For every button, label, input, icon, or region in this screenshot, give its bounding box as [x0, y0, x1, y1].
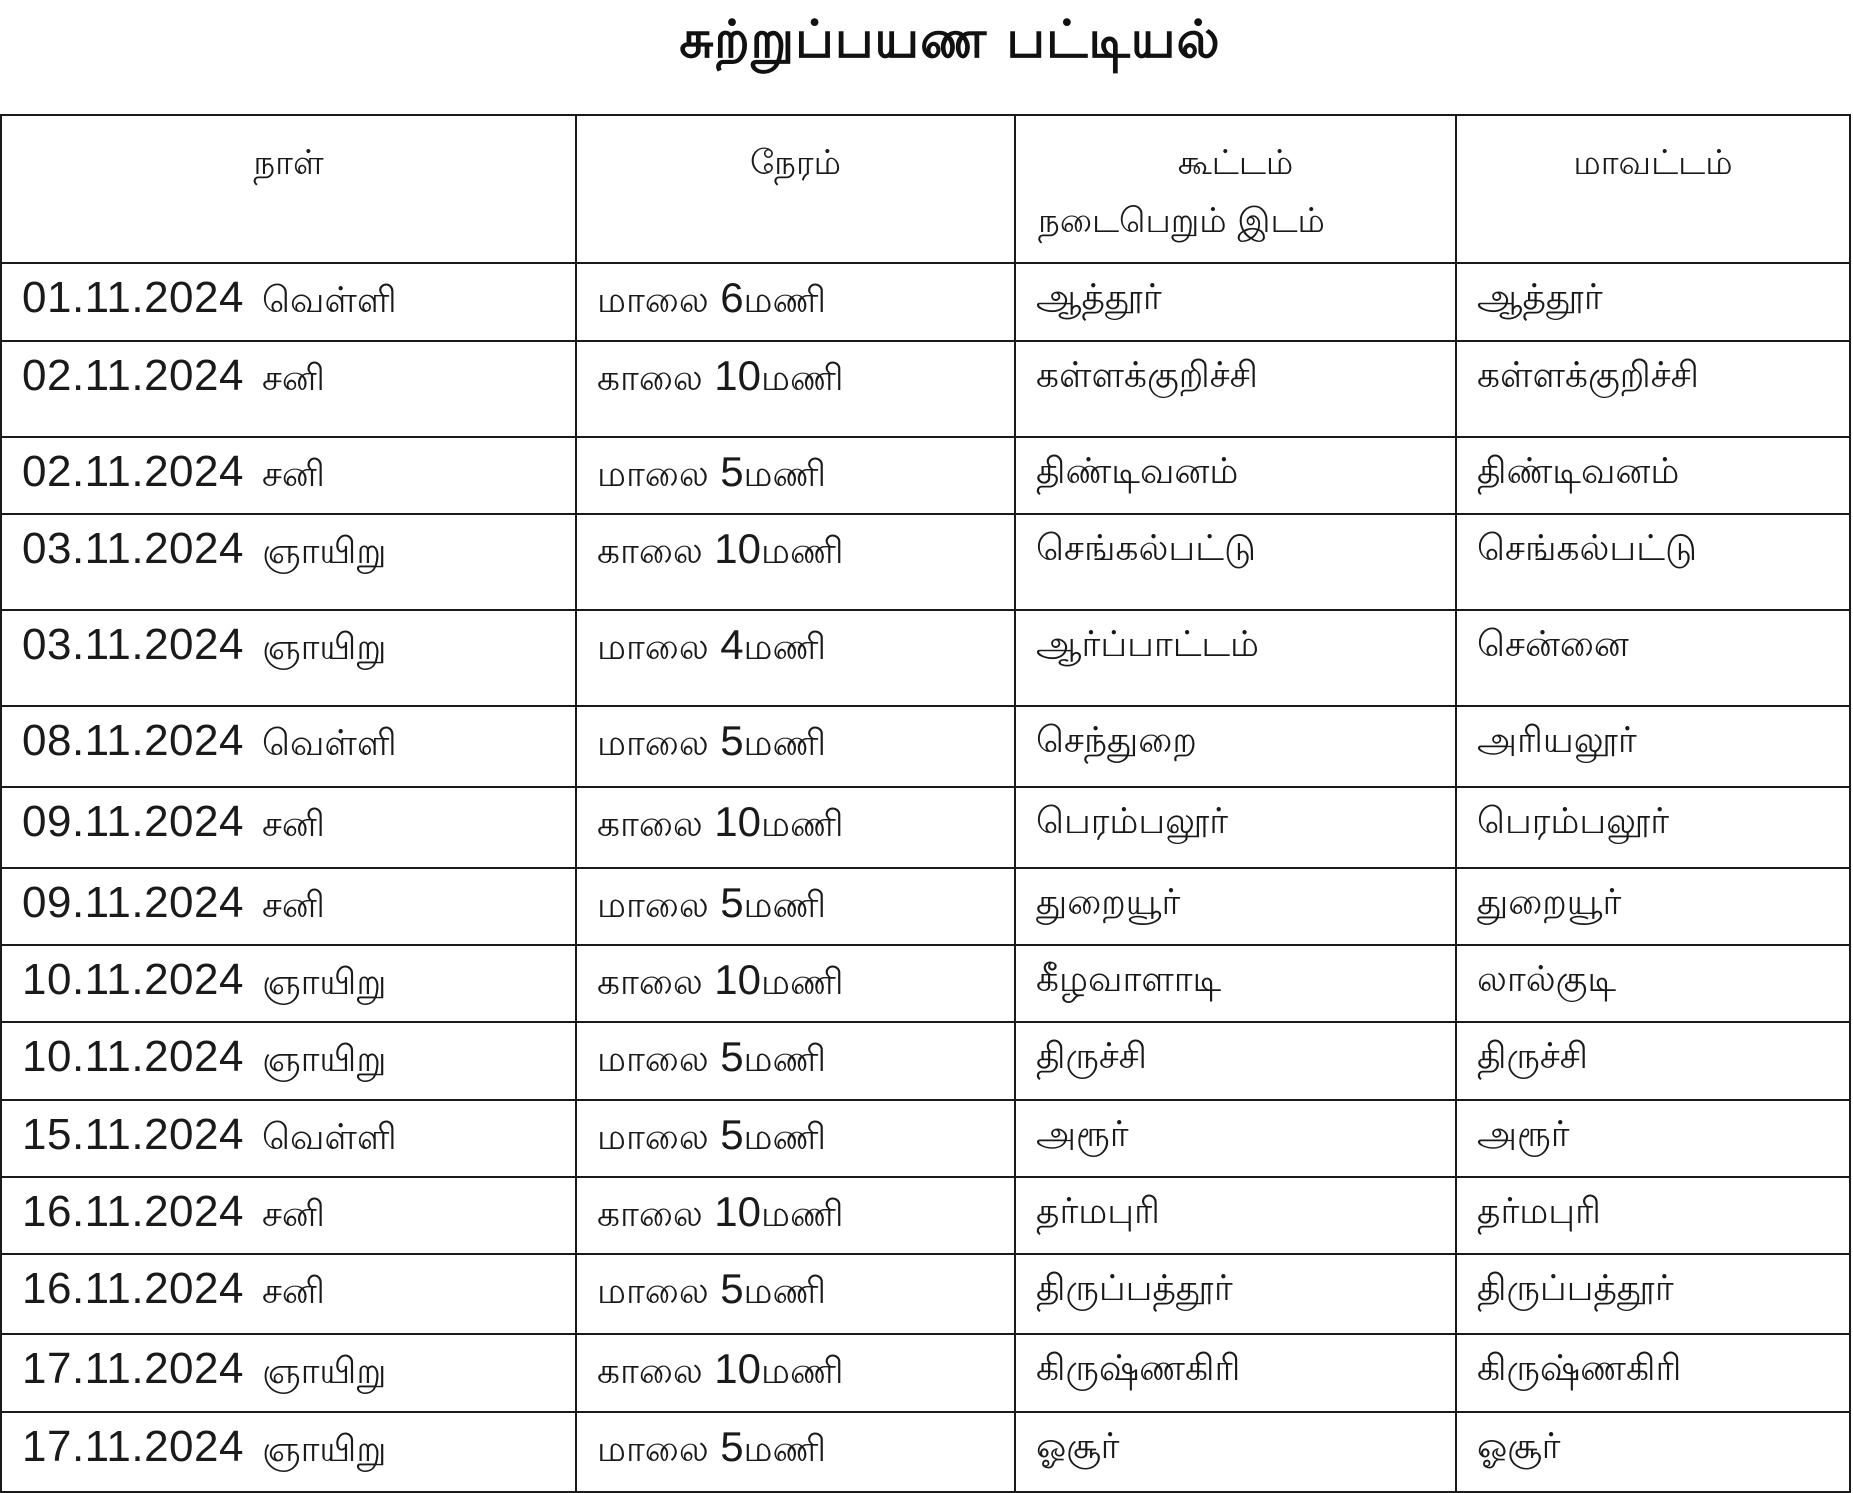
day-value: சனி: [261, 1194, 325, 1235]
time-cell: [576, 945, 1015, 1022]
time-suffix: மணி: [743, 723, 827, 764]
place-cell: பெரம்பலூர்: [1015, 787, 1456, 868]
time-number: 5: [720, 879, 744, 926]
place-cell: செந்துறை: [1015, 706, 1456, 787]
table-row: [1, 610, 1850, 706]
date-value: 03.11.2024: [22, 620, 244, 669]
date-value: 09.11.2024: [22, 878, 244, 927]
time-cell: [576, 1022, 1015, 1100]
time-cell: [576, 868, 1015, 945]
date-value: 01.11.2024: [22, 273, 244, 322]
date-cell: [1, 1334, 576, 1412]
table-row: [1, 514, 1850, 610]
table-row: [1, 1100, 1850, 1177]
date-cell: [1, 706, 576, 787]
district-cell: சென்னை: [1456, 610, 1850, 706]
time-cell: [576, 1254, 1015, 1334]
place-cell: தர்மபுரி: [1015, 1177, 1456, 1254]
time-suffix: மணி: [743, 1117, 827, 1158]
table-row: [1, 945, 1850, 1022]
time-cell: [576, 263, 1015, 341]
place-cell: திருப்பத்தூர்: [1015, 1254, 1456, 1334]
date-value: 17.11.2024: [22, 1422, 244, 1471]
table-row: [1, 1412, 1850, 1492]
date-value: 10.11.2024: [22, 955, 244, 1004]
day-value: சனி: [261, 358, 325, 399]
time-prefix: மாலை: [597, 454, 709, 495]
date-cell: [1, 341, 576, 437]
time-prefix: காலை: [597, 1351, 703, 1392]
date-value: 16.11.2024: [22, 1264, 244, 1313]
day-value: ஞாயிறு: [261, 962, 387, 1003]
time-number: 5: [720, 448, 744, 495]
date-cell: [1, 514, 576, 610]
day-value: ஞாயிறு: [261, 1351, 387, 1392]
date-cell: [1, 1412, 576, 1492]
time-cell: [576, 1412, 1015, 1492]
district-cell: பெரம்பலூர்: [1456, 787, 1850, 868]
header-place: [1015, 115, 1456, 263]
time-prefix: மாலை: [597, 627, 709, 668]
time-number: 5: [720, 1033, 744, 1080]
time-cell: [576, 1100, 1015, 1177]
time-cell: [576, 1334, 1015, 1412]
place-cell: திருச்சி: [1015, 1022, 1456, 1100]
date-value: 02.11.2024: [22, 351, 244, 400]
day-value: ஞாயிறு: [261, 531, 387, 572]
place-cell: திண்டிவனம்: [1015, 437, 1456, 514]
place-cell: ஆர்ப்பாட்டம்: [1015, 610, 1456, 706]
table-row: [1, 437, 1850, 514]
header-row: [1, 115, 1850, 263]
date-value: 16.11.2024: [22, 1187, 244, 1236]
date-cell: [1, 263, 576, 341]
header-district: மாவட்டம்: [1456, 115, 1850, 263]
table-row: [1, 1254, 1850, 1334]
date-cell: [1, 437, 576, 514]
date-cell: [1, 945, 576, 1022]
table-row: [1, 868, 1850, 945]
time-number: 4: [720, 621, 744, 668]
place-cell: கீழவாளாடி: [1015, 945, 1456, 1022]
day-value: சனி: [261, 804, 325, 845]
time-prefix: மாலை: [597, 1429, 709, 1470]
date-value: 02.11.2024: [22, 447, 244, 496]
time-suffix: மணி: [743, 885, 827, 926]
time-suffix: மணி: [760, 358, 844, 399]
day-value: ஞாயிறு: [261, 627, 387, 668]
place-cell: கள்ளக்குறிச்சி: [1015, 341, 1456, 437]
day-value: வெள்ளி: [261, 280, 397, 321]
district-cell: லால்குடி: [1456, 945, 1850, 1022]
time-cell: [576, 514, 1015, 610]
day-value: வெள்ளி: [261, 1117, 397, 1158]
time-suffix: மணி: [743, 1429, 827, 1470]
time-suffix: மணி: [760, 1351, 844, 1392]
date-value: 08.11.2024: [22, 716, 244, 765]
district-cell: தர்மபுரி: [1456, 1177, 1850, 1254]
time-number: 10: [714, 525, 761, 572]
district-cell: ஓசூர்: [1456, 1412, 1850, 1492]
time-suffix: மணி: [760, 531, 844, 572]
place-cell: துறையூர்: [1015, 868, 1456, 945]
date-value: 10.11.2024: [22, 1032, 244, 1081]
time-number: 5: [720, 1111, 744, 1158]
time-number: 5: [720, 717, 744, 764]
time-prefix: காலை: [597, 962, 703, 1003]
header-place-line2: நடைபெறும் இடம்: [1038, 201, 1325, 241]
date-value: 03.11.2024: [22, 524, 244, 573]
time-suffix: மணி: [743, 280, 827, 321]
district-cell: அரியலூர்: [1456, 706, 1850, 787]
time-cell: [576, 787, 1015, 868]
schedule-table: [0, 114, 1851, 1493]
district-cell: ஆத்தூர்: [1456, 263, 1850, 341]
date-value: 17.11.2024: [22, 1344, 244, 1393]
day-value: சனி: [261, 1271, 325, 1312]
time-suffix: மணி: [743, 1039, 827, 1080]
time-suffix: மணி: [743, 1271, 827, 1312]
time-suffix: மணி: [743, 627, 827, 668]
day-value: வெள்ளி: [261, 723, 397, 764]
time-number: 5: [720, 1423, 744, 1470]
time-prefix: மாலை: [597, 280, 709, 321]
time-cell: [576, 437, 1015, 514]
time-prefix: மாலை: [597, 1039, 709, 1080]
table-row: [1, 1177, 1850, 1254]
header-time: நேரம்: [576, 115, 1015, 263]
table-row: [1, 263, 1850, 341]
schedule-rows: [1, 263, 1850, 1492]
time-prefix: காலை: [597, 1194, 703, 1235]
table-row: [1, 1334, 1850, 1412]
time-cell: [576, 610, 1015, 706]
place-cell: கிருஷ்ணகிரி: [1015, 1334, 1456, 1412]
date-value: 15.11.2024: [22, 1110, 244, 1159]
table-row: [1, 706, 1850, 787]
time-cell: [576, 1177, 1015, 1254]
place-cell: செங்கல்பட்டு: [1015, 514, 1456, 610]
time-number: 10: [714, 956, 761, 1003]
header-date: நாள்: [1, 115, 576, 263]
time-prefix: காலை: [597, 531, 703, 572]
time-prefix: மாலை: [597, 1117, 709, 1158]
table-row: [1, 1022, 1850, 1100]
district-cell: கள்ளக்குறிச்சி: [1456, 341, 1850, 437]
date-cell: [1, 868, 576, 945]
time-prefix: காலை: [597, 804, 703, 845]
date-cell: [1, 1254, 576, 1334]
time-suffix: மணி: [743, 454, 827, 495]
place-cell: ஓசூர்: [1015, 1412, 1456, 1492]
date-cell: [1, 787, 576, 868]
time-cell: [576, 341, 1015, 437]
time-number: 10: [714, 352, 761, 399]
date-cell: [1, 1022, 576, 1100]
day-value: ஞாயிறு: [261, 1429, 387, 1470]
day-value: ஞாயிறு: [261, 1039, 387, 1080]
time-suffix: மணி: [760, 1194, 844, 1235]
time-prefix: மாலை: [597, 1271, 709, 1312]
place-cell: அரூர்: [1015, 1100, 1456, 1177]
time-cell: [576, 706, 1015, 787]
date-value: 09.11.2024: [22, 797, 244, 846]
date-cell: [1, 1100, 576, 1177]
time-number: 10: [714, 798, 761, 845]
district-cell: திண்டிவனம்: [1456, 437, 1850, 514]
district-cell: செங்கல்பட்டு: [1456, 514, 1850, 610]
date-cell: [1, 610, 576, 706]
page-title: சுற்றுப்பயண பட்டியல்: [679, 10, 1221, 70]
time-number: 5: [720, 1265, 744, 1312]
district-cell: திருப்பத்தூர்: [1456, 1254, 1850, 1334]
district-cell: திருச்சி: [1456, 1022, 1850, 1100]
day-value: சனி: [261, 885, 325, 926]
district-cell: கிருஷ்ணகிரி: [1456, 1334, 1850, 1412]
place-cell: ஆத்தூர்: [1015, 263, 1456, 341]
time-suffix: மணி: [760, 804, 844, 845]
time-prefix: காலை: [597, 358, 703, 399]
time-number: 10: [714, 1345, 761, 1392]
time-number: 6: [720, 274, 744, 321]
time-suffix: மணி: [760, 962, 844, 1003]
table-row: [1, 787, 1850, 868]
district-cell: துறையூர்: [1456, 868, 1850, 945]
time-number: 10: [714, 1188, 761, 1235]
day-value: சனி: [261, 454, 325, 495]
time-prefix: மாலை: [597, 723, 709, 764]
header-place-line1: கூட்டம்: [1177, 143, 1294, 183]
time-prefix: மாலை: [597, 885, 709, 926]
table-row: [1, 341, 1850, 437]
date-cell: [1, 1177, 576, 1254]
district-cell: அரூர்: [1456, 1100, 1850, 1177]
